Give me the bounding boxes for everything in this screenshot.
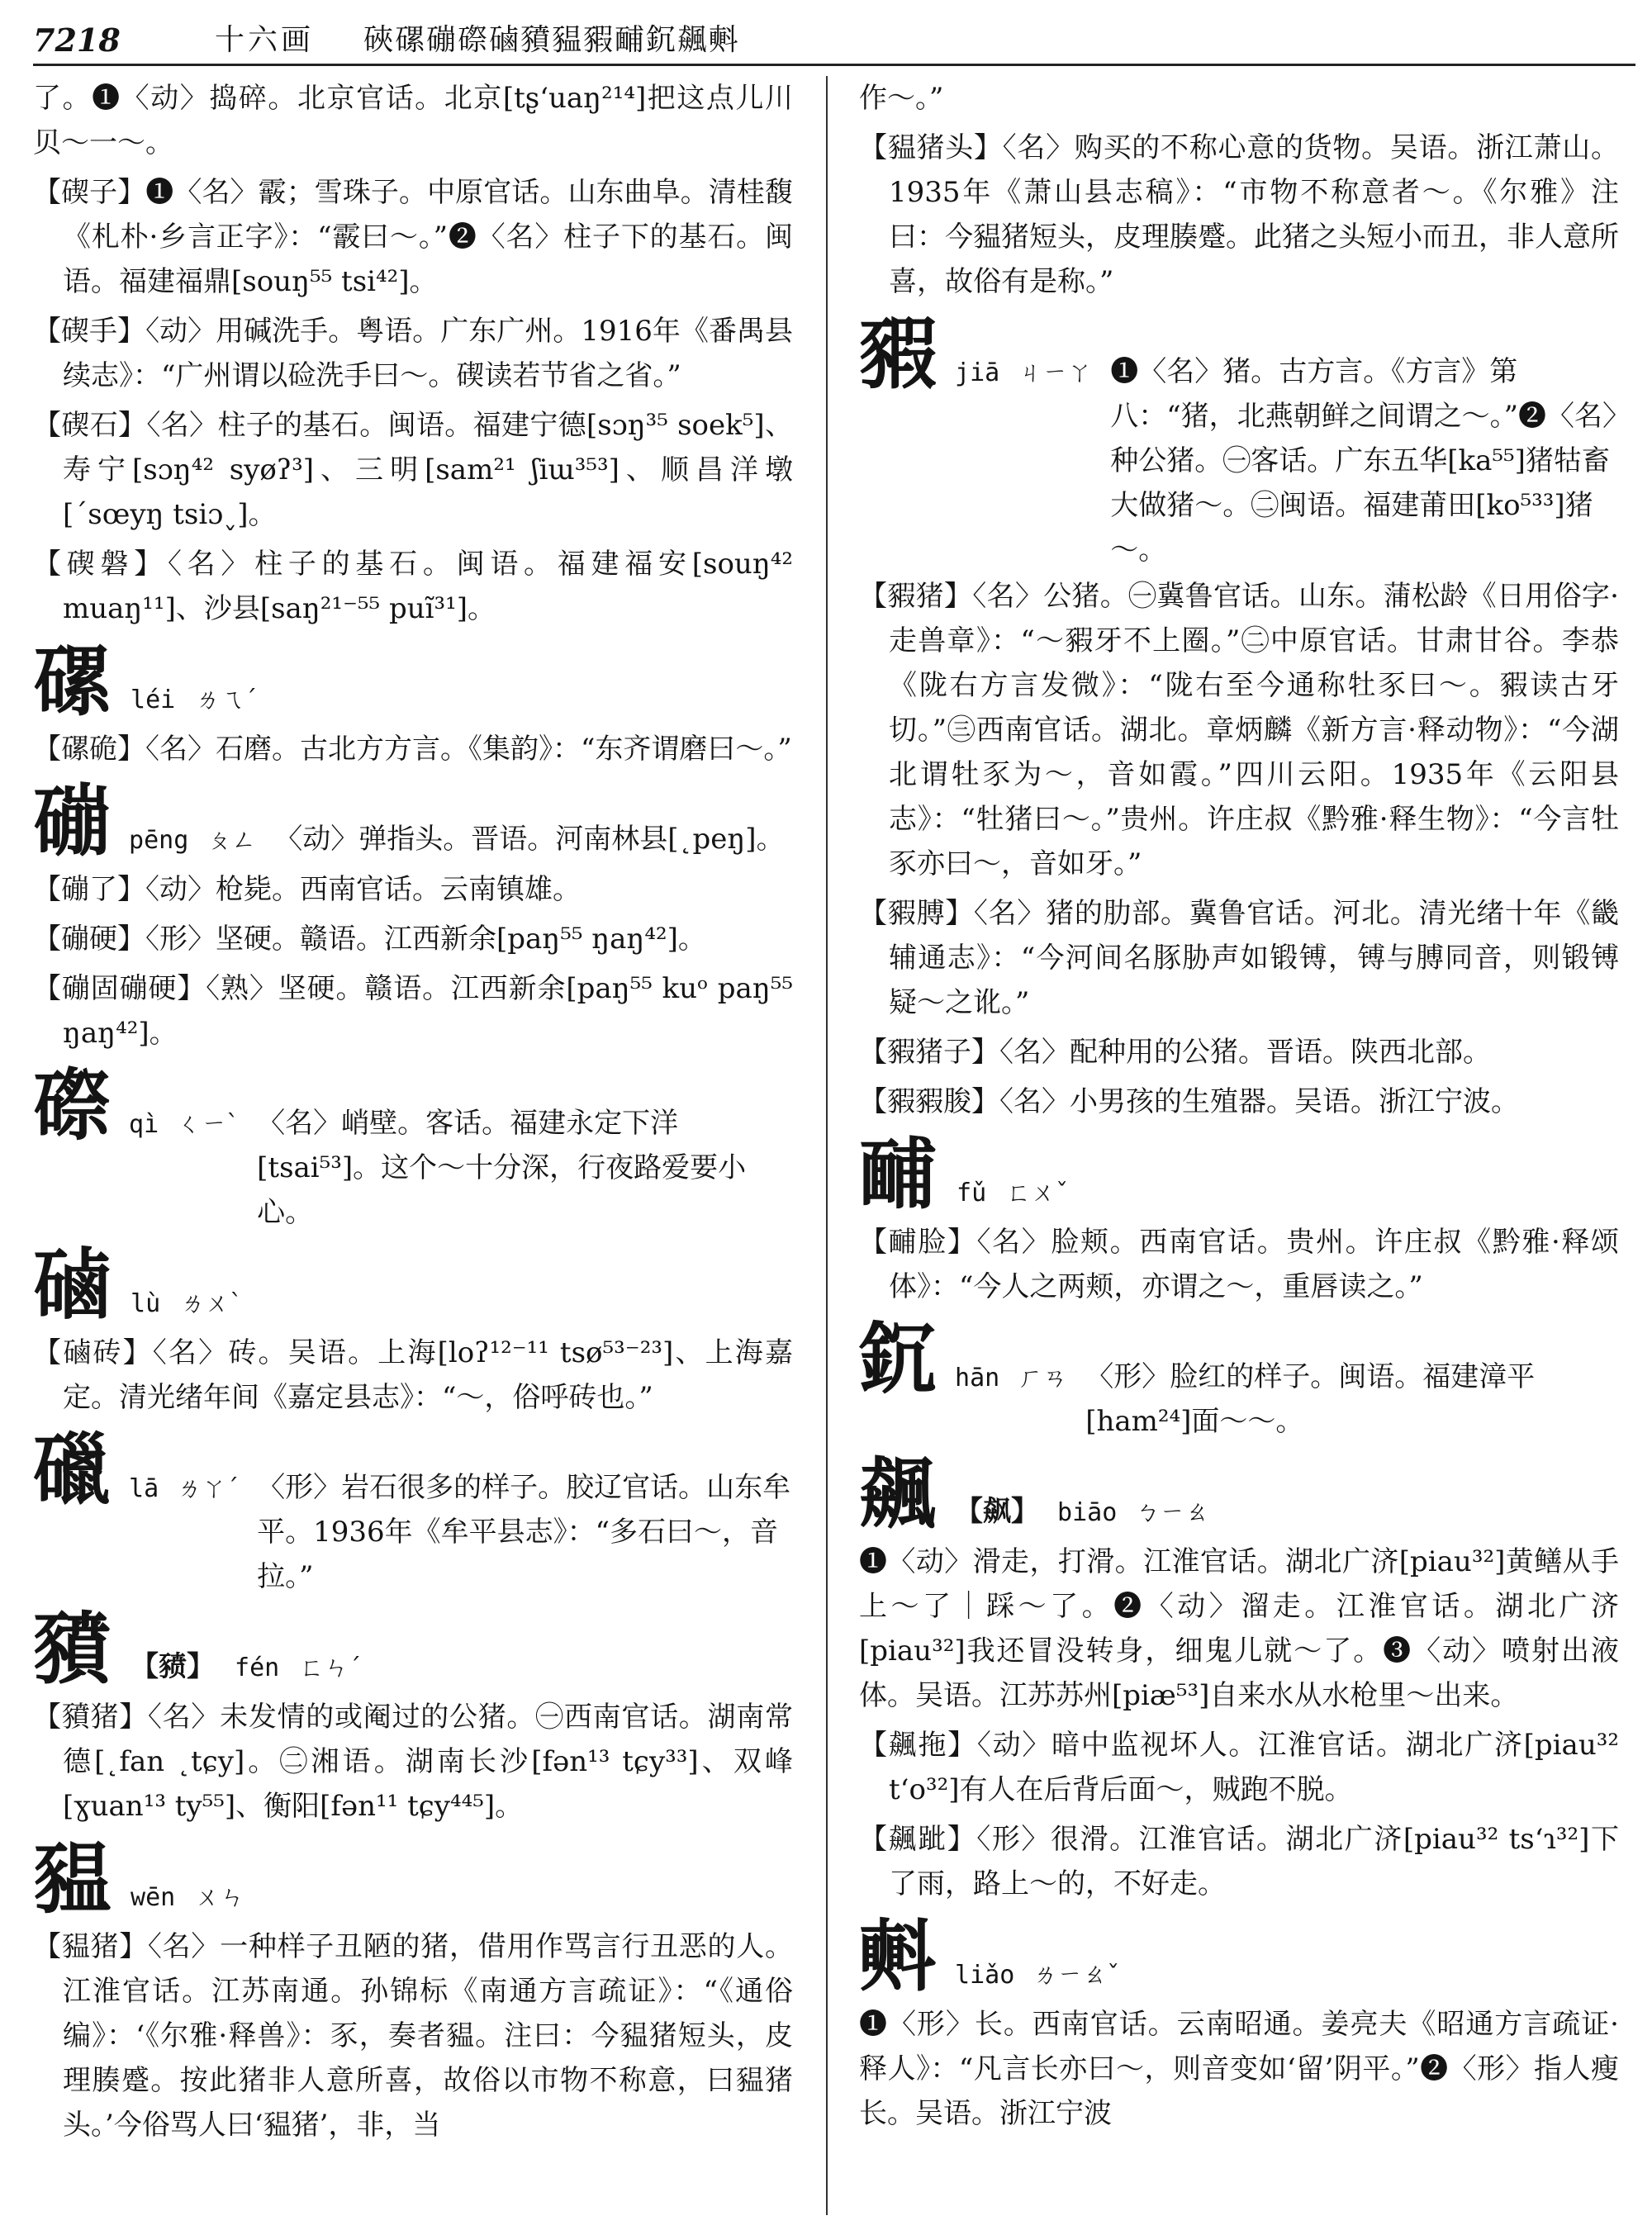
entry-text: 【豭猪】〈名〉公猪。㊀冀鲁官话。山东。蒲松龄《日用俗字·走兽章》：“～豭牙不上圈。”㊁中原官话。甘肃甘谷。李恭《陇右方言发微》：“陇右至今通称牡豕曰～。豭读古牙切。”㊂西南官话。湖北。章炳麟《新方言·释动物》：“今湖北谓牡豕为～，音如霞。”四川云阳。1935年《云阳县志》：“牡猪曰～。”贵州。许庄叔《黔雅·释生物》：“今言牡豕亦曰～，音如牙。” [859, 580, 1619, 880]
zhuyin: ㄑㄧˋ [177, 1110, 240, 1139]
headword-glyph: 䃳 [33, 1426, 112, 1516]
headword-char [33, 1243, 793, 1329]
headword-glyph: 䤟 [859, 1315, 938, 1405]
pinyin: lā [129, 1474, 159, 1503]
headword-char [859, 1914, 1619, 2000]
entry-text: 【磥硊】〈名〉石磨。古北方方言。《集韵》：“东齐谓磨曰～。” [33, 733, 792, 766]
section-label: 十六画 [215, 23, 315, 57]
entry [33, 1695, 793, 1829]
headword-char [33, 639, 793, 725]
entry-text: 【䩉脸】〈名〉脸颊。西南官话。贵州。许庄叔《黔雅·释颂体》：“今人之两颊，亦谓之～，重唇读之。” [859, 1226, 1619, 1303]
zhuyin: ㄌㄟˊ [195, 686, 258, 714]
left-column [33, 76, 793, 2215]
zhuyin: ㄏㄢ [1018, 1364, 1068, 1393]
zhuyin: ㄐㄧㄚ [1018, 358, 1093, 387]
entry [859, 1030, 1619, 1075]
entry [859, 1220, 1619, 1309]
headword-char [859, 1452, 1619, 1538]
entry-text: 【碶石】〈名〉柱子的基石。闽语。福建宁德[sɔŋ³⁵ soek⁵]、寿宁[sɔŋ⁴² syøʔ³]、三明[sam²¹ ʃiɯ³⁵³]、顺昌洋墩[ˊsœyŋ tsiɔ˯]。 [33, 409, 793, 531]
entry [33, 1924, 793, 2147]
entry [33, 170, 793, 304]
headword-glyph: 磠 [33, 1241, 112, 1331]
headword-glyph: 㪺 [859, 1912, 938, 2002]
pinyin: fén [235, 1654, 280, 1682]
entry [859, 1723, 1619, 1812]
pinyin: lù [131, 1289, 161, 1318]
entry-text: 【磠砖】〈名〉砖。吴语。上海[loʔ¹²⁻¹¹ tsø⁵³⁻²³]、上海嘉定。清光绪年间《嘉定县志》：“～，俗呼砖也。” [33, 1336, 793, 1414]
headword-char [859, 312, 1619, 572]
pinyin: biāo [1057, 1498, 1118, 1527]
header-characters: 硤磥磞磜磠豶豱豭䩉䤟飆㪺 [363, 23, 741, 57]
entry [33, 309, 793, 398]
entry-text: 【豭猪子】〈名〉配种用的公猪。晋语。陕西北部。 [859, 1036, 1491, 1069]
headword-char [33, 1428, 793, 1599]
pinyin: wēn [131, 1883, 176, 1912]
definition: 〈动〉弹指头。晋语。河南林县[˛peŋ]。 [274, 823, 785, 856]
headword-glyph: 磥 [33, 637, 112, 727]
zhuyin: ㄈㄣˊ [299, 1654, 362, 1682]
headword-glyph: 豱 [33, 1834, 112, 1924]
definition: 〈名〉峭壁。客话。福建永定下洋[tsai⁵³]。这个～十分深，行夜路爱要小心。 [257, 1107, 747, 1229]
headword-glyph: 䩉 [859, 1130, 938, 1220]
headword-glyph: 豶 [33, 1605, 112, 1695]
zhuyin: ㄅㄧㄠ [1135, 1498, 1210, 1527]
variant-form: 【飙】 [955, 1495, 1040, 1528]
column-divider [826, 76, 828, 2215]
entry-text: 作～。” [859, 82, 944, 115]
entry [859, 1817, 1619, 1906]
entry [859, 574, 1619, 886]
entry [33, 403, 793, 537]
zhuyin: ㄌㄧㄠˇ [1032, 1961, 1120, 1990]
headword-char [33, 1834, 793, 1924]
right-column [859, 76, 1619, 2215]
definition: ❶〈名〉猪。古方言。《方言》第八：“猪，北燕朝鲜之间谓之～。”❷〈名〉种公猪。㊀客话。广东五华[ka⁵⁵]猪牯畜大做猪～。㊁闽语。福建莆田[ko⁵³³]猪～。 [1110, 355, 1616, 567]
zhuyin: ㄨㄣ [195, 1883, 245, 1912]
entry [859, 2002, 1619, 2136]
entry-text: 了。❶〈动〉捣碎。北京官话。北京[tʂʻuaŋ²¹⁴]把这点儿川贝～一～。 [33, 82, 793, 159]
entry-text: 【豭豭朘】〈名〉小男孩的生殖器。吴语。浙江宁波。 [859, 1085, 1519, 1118]
headword-char [859, 1317, 1619, 1444]
definition: ❶〈形〉长。西南官话。云南昭通。姜亮夫《昭通方言疏证·释人》：“凡言长亦曰～，则音变如‘留’阴平。”❷〈形〉指人瘦长。吴语。浙江宁波 [859, 2008, 1619, 2130]
headword-glyph: 磜 [33, 1061, 112, 1151]
entry [33, 1331, 793, 1420]
zhuyin: ㄌㄚˊ [177, 1474, 240, 1503]
entry [33, 727, 793, 771]
entry [859, 126, 1619, 304]
entry-text: 【磞了】〈动〉枪毙。西南官话。云南镇雄。 [33, 873, 581, 906]
headword-glyph: 豭 [859, 310, 938, 400]
pinyin: léi [131, 686, 176, 714]
headword-glyph: 磞 [33, 777, 112, 867]
entry-text: 【磞固磞硬】〈熟〉坚硬。赣语。江西新余[paŋ⁵⁵ kuᵒ paŋ⁵⁵ ŋaŋ⁴²]。 [33, 972, 793, 1050]
pinyin: jiā [955, 358, 1000, 387]
page-number: 7218 [33, 21, 121, 59]
entry [859, 76, 1619, 121]
entry [33, 867, 793, 912]
headword-char [33, 1607, 793, 1693]
entry-text: 【豭膊】〈名〉猪的肋部。冀鲁官话。河北。清光绪十年《畿辅通志》：“今河间名豚胁声如锻镈，镈与膊同音，则锻镈疑～之讹。” [859, 897, 1619, 1019]
headword-glyph: 飆 [859, 1450, 938, 1540]
entry [33, 917, 793, 961]
page-header [33, 15, 1635, 66]
entry [859, 891, 1619, 1025]
headword-char [33, 1061, 793, 1235]
definition: ❶〈动〉滑走，打滑。江淮官话。湖北广济[piau³²]黄鳝从手上～了｜踩～了。❷〈动〉溜走。江淮官话。湖北广济[piau³²]我还冒没转身，细鬼儿就～了。❸〈动〉喷射出液体。吴语。江苏苏州[piæ⁵³]自来水从水枪里～出来。 [859, 1545, 1619, 1712]
variant-form: 【豮】 [131, 1650, 216, 1683]
pinyin: liǎo [955, 1961, 1015, 1990]
headword-char [33, 777, 793, 867]
entry-text: 【碶磐】〈名〉柱子的基石。闽语。福建福安[souŋ⁴² muaŋ¹¹]、沙县[saŋ²¹⁻⁵⁵ puĩ³¹]。 [33, 548, 793, 625]
pinyin: qì [129, 1110, 159, 1139]
entry-text: 【飆拖】〈动〉暗中监视坏人。江淮官话。湖北广济[piau³² tʻo³²]有人在后背后面～，贼跑不脱。 [859, 1729, 1619, 1806]
entry-text: 【豶猪】〈名〉未发情的或阉过的公猪。㊀西南官话。湖南常德[˛fan ˛tɕy]。㊁湘语。湖南长沙[fən¹³ tɕy³³]、双峰[ɣuan¹³ ty⁵⁵]、衡阳[fən¹¹ tɕy⁴⁴⁵]。 [33, 1701, 793, 1823]
pinyin: pēng [129, 826, 189, 855]
definition: 〈形〉岩石很多的样子。胶辽官话。山东牟平。1936年《牟平县志》：“多石曰～，音拉。” [257, 1471, 791, 1593]
definition: 〈形〉脸红的样子。闽语。福建漳平[ham²⁴]面～～。 [1085, 1360, 1536, 1438]
entry-text: 【豱猪】〈名〉一种样子丑陋的猪，借用作骂言行丑恶的人。江淮官话。江苏南通。孙锦标《南通方言疏证》：“《通俗编》：‘《尔雅·释兽》：豕，奏者豱。注曰：今豱猪短头，皮理腠蹙。按此猪非人意所喜，故俗以市物不称意，曰豱猪头。’今俗骂人曰‘豱猪’，非，当 [33, 1930, 793, 2142]
zhuyin: ㄆㄥ [206, 826, 257, 855]
headword-char [859, 1132, 1619, 1218]
entry [33, 76, 793, 165]
entry-text: 【碶手】〈动〉用碱洗手。粤语。广东广州。1916年《番禺县续志》：“广州谓以硷洗手曰～。碶读若节省之省。” [33, 315, 793, 392]
entry-text: 【豱猪头】〈名〉购买的不称心意的货物。吴语。浙江萧山。1935年《萧山县志稿》：“市物不称意者～。《尔雅》注曰：今豱猪短头，皮理腠蹙。此猪之头短小而丑，非人意所喜，故俗有是称。” [859, 131, 1619, 298]
entry-text: 【碶子】❶〈名〉霰；雪珠子。中原官话。山东曲阜。清桂馥《札朴·乡言正字》：“霰曰～。”❷〈名〉柱子下的基石。闽语。福建福鼎[souŋ⁵⁵ tsi⁴²]。 [33, 176, 793, 298]
entry [859, 1540, 1619, 1718]
pinyin: fǔ [957, 1179, 987, 1208]
entry [33, 542, 793, 631]
entry [859, 1079, 1619, 1124]
zhuyin: ㄌㄨˋ [180, 1289, 243, 1318]
pinyin: hān [955, 1364, 1000, 1393]
entry-text: 【磞硬】〈形〉坚硬。赣语。江西新余[paŋ⁵⁵ ŋaŋ⁴²]。 [33, 923, 706, 956]
entry-text: 【飆跐】〈形〉很滑。江淮官话。湖北广济[piau³² tsʻɿ³²]下了雨，路上～的，不好走。 [859, 1823, 1619, 1900]
entry [33, 966, 793, 1056]
zhuyin: ㄈㄨˇ [1006, 1179, 1069, 1208]
